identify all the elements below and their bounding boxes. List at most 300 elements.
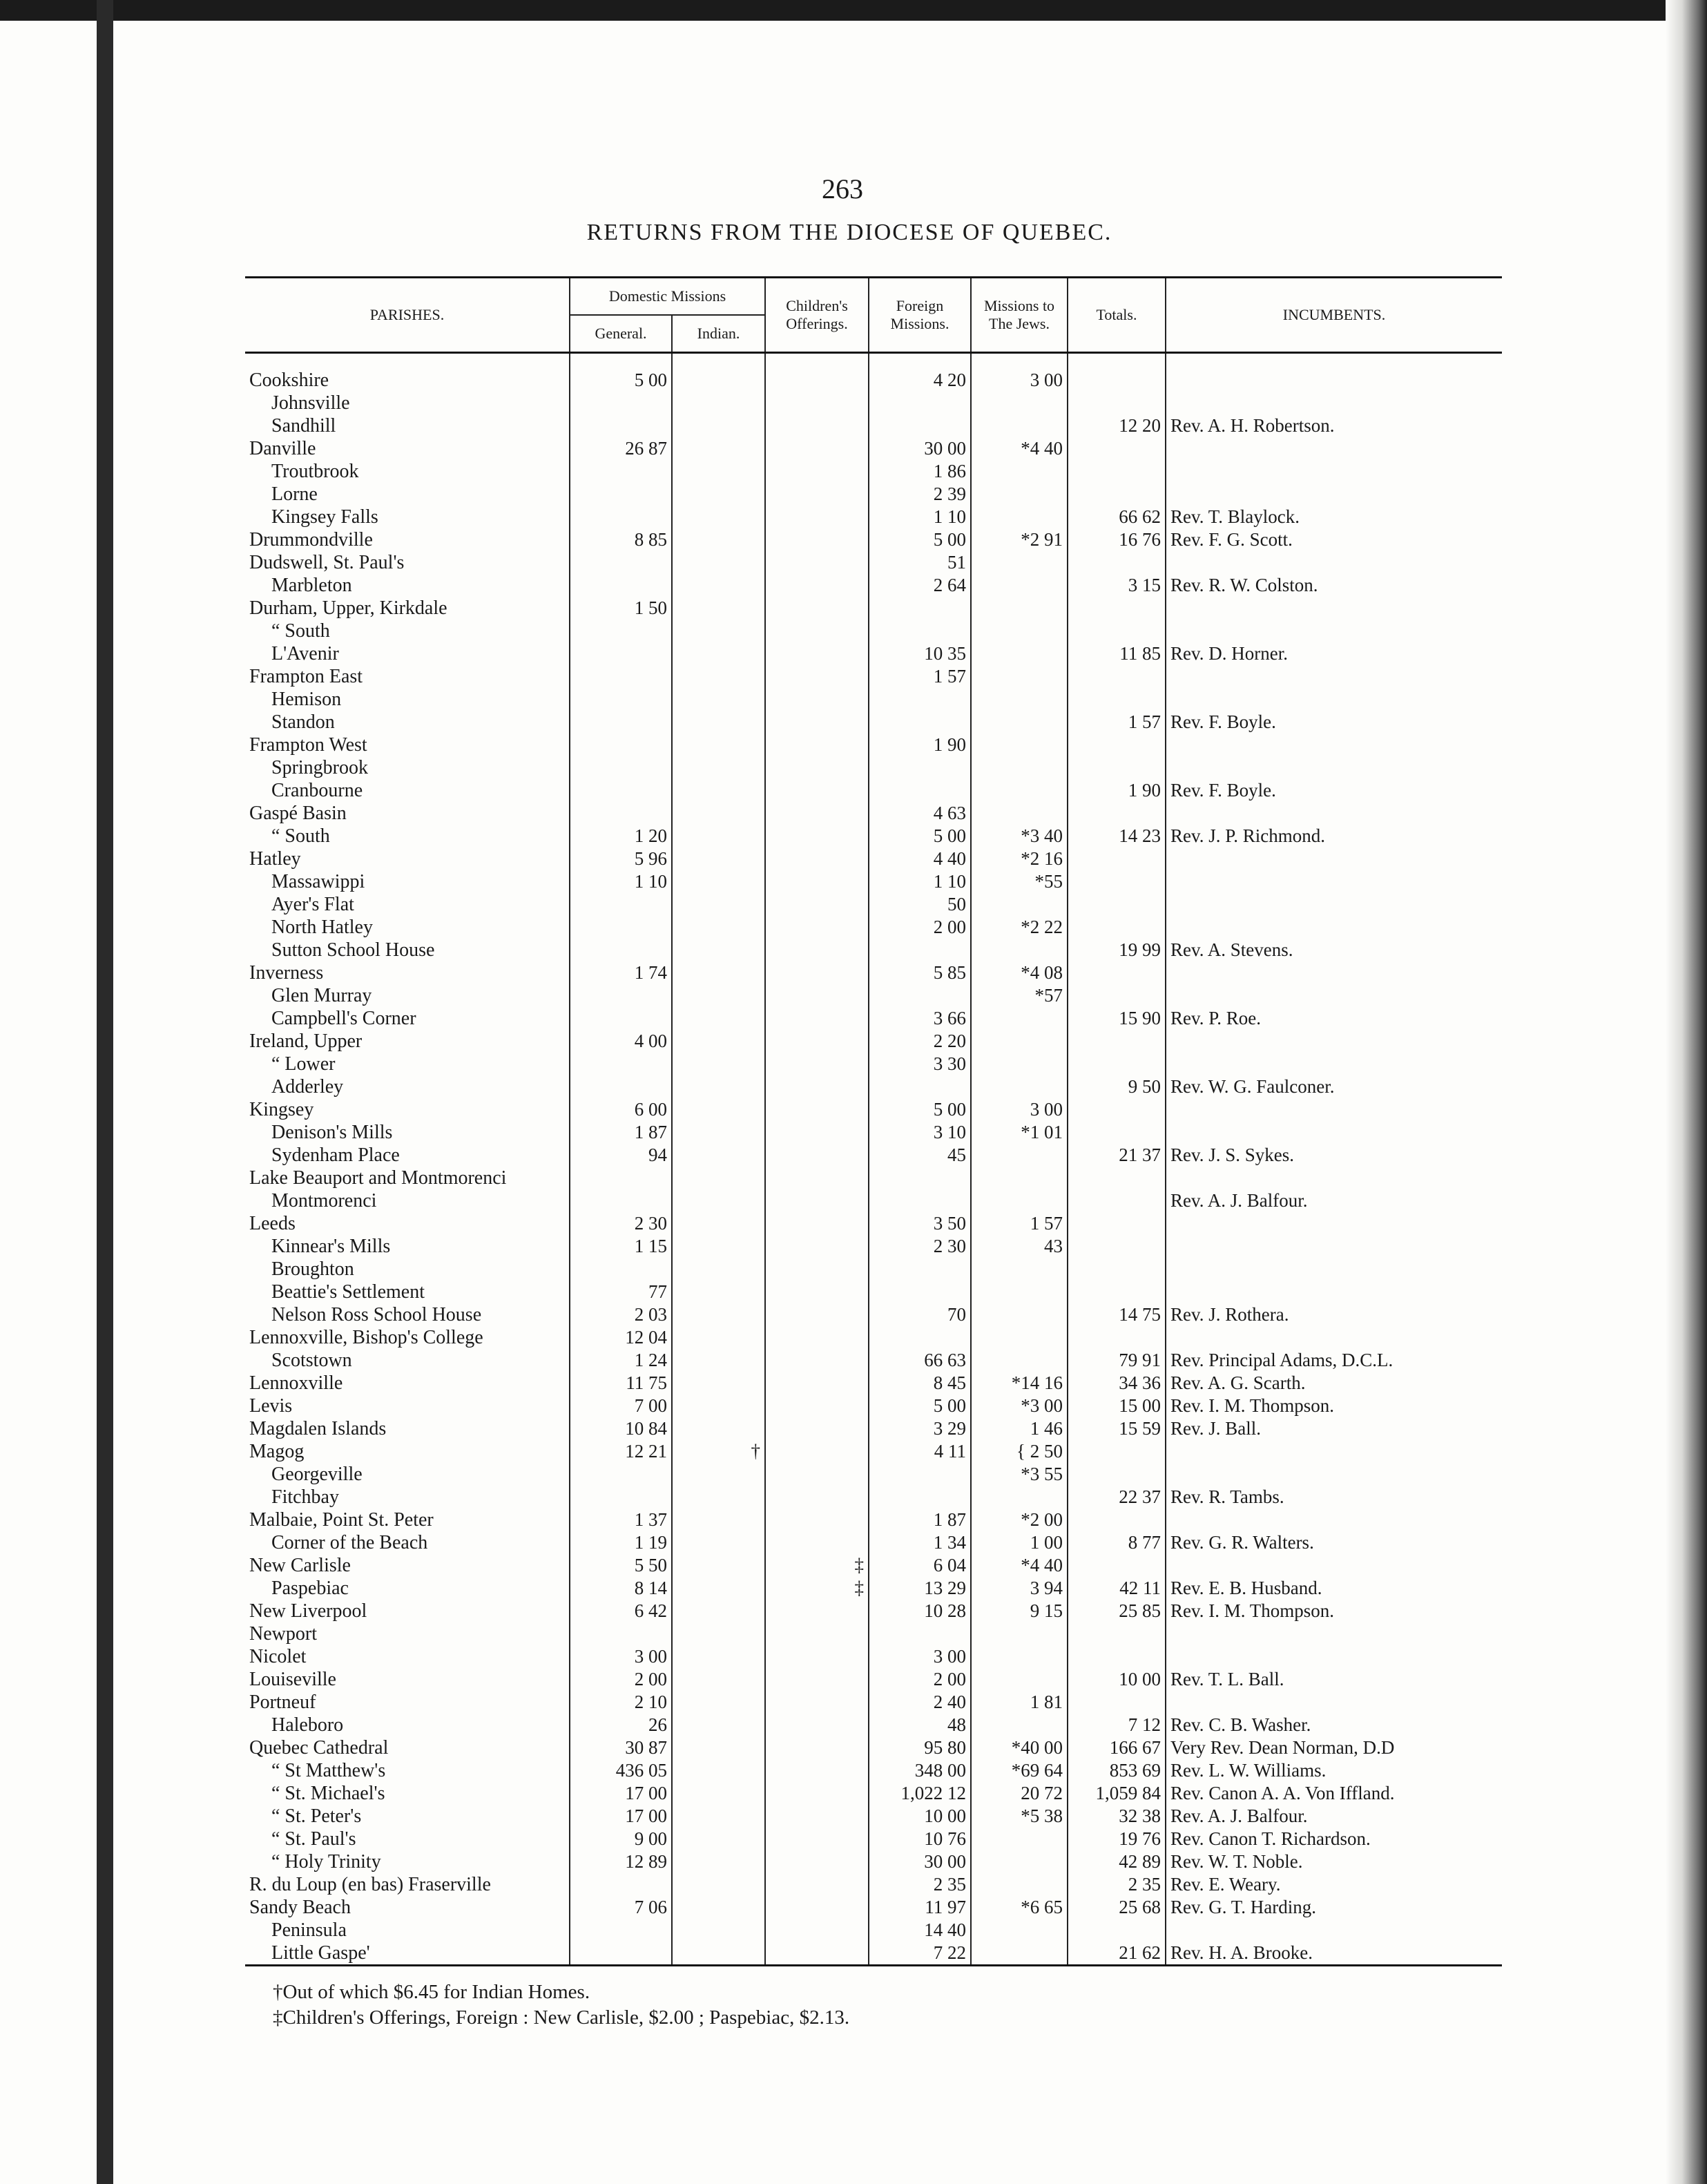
jews-value [971,1144,1068,1167]
childrens-offerings-value [765,1326,869,1349]
childrens-offerings-value [765,1349,869,1372]
incumbent-name: Rev. T. Blaylock. [1166,506,1502,528]
general-value: 12 89 [570,1850,672,1873]
indian-value: † [672,1440,765,1463]
foreign-value: 48 [869,1714,971,1736]
totals-value: 1 90 [1068,779,1166,802]
parish-name: Newport [249,1623,317,1645]
foreign-value: 3 30 [869,1053,971,1075]
incumbent-name [1166,597,1502,620]
parish-name: Louiseville [249,1669,336,1690]
totals-value [1068,437,1166,460]
foreign-value: 3 00 [869,1645,971,1668]
totals-value: 9 50 [1068,1075,1166,1098]
childrens-offerings-value [765,1463,869,1486]
indian-value [672,665,765,688]
parish-name: “ St Matthew's [271,1760,386,1781]
parish-name: “ Lower [271,1053,336,1075]
totals-value: 11 85 [1068,642,1166,665]
jews-value: *2 22 [971,916,1068,939]
indian-value [672,939,765,961]
table-row [245,1896,1502,1919]
foreign-value: 3 66 [869,1007,971,1030]
incumbent-name: Rev. R. W. Colston. [1166,574,1502,597]
incumbent-name: Rev. L. W. Williams. [1166,1759,1502,1782]
table-row [245,1463,1502,1486]
parish-name: Nelson Ross School House [271,1304,482,1325]
parish-name: Leeds [249,1213,296,1234]
table-row [245,1258,1502,1281]
foreign-value: 1,022 12 [869,1782,971,1805]
parish-name: “ St. Paul's [271,1828,356,1850]
totals-value [1068,688,1166,711]
totals-value: 79 91 [1068,1349,1166,1372]
parish-name: Levis [249,1395,293,1417]
childrens-offerings-value [765,1668,869,1691]
table-row [245,1144,1502,1167]
childrens-offerings-value [765,1212,869,1235]
foreign-value: 1 87 [869,1508,971,1531]
parish-name: Johnsville [271,392,350,414]
indian-value [672,961,765,984]
indian-value [672,597,765,620]
jews-value: *3 40 [971,825,1068,847]
jews-value [971,939,1068,961]
table-row [245,1850,1502,1873]
table-row [245,597,1502,620]
general-value [570,1919,672,1942]
totals-value: 42 89 [1068,1850,1166,1873]
table-row [245,1759,1502,1782]
table-row [245,939,1502,961]
general-value [570,642,672,665]
parish-name: “ St. Peter's [271,1805,362,1827]
jews-value: *2 16 [971,847,1068,870]
parish-name: Denison's Mills [271,1122,393,1143]
table-row [245,825,1502,847]
general-value [570,756,672,779]
totals-value [1068,460,1166,483]
incumbent-name: Rev. Canon T. Richardson. [1166,1828,1502,1850]
parish-name: “ St. Michael's [271,1783,385,1804]
general-value: 26 87 [570,437,672,460]
table-row [245,711,1502,734]
totals-value [1068,756,1166,779]
totals-value: 7 12 [1068,1714,1166,1736]
incumbent-name: Rev. D. Horner. [1166,642,1502,665]
childrens-offerings-value [765,1828,869,1850]
general-value: 2 03 [570,1303,672,1326]
table-row [245,506,1502,528]
totals-value [1068,1258,1166,1281]
parish-name: Ayer's Flat [271,894,354,915]
table-row [245,734,1502,756]
parish-name: Magog [249,1441,305,1462]
table-row [245,1235,1502,1258]
foreign-value [869,414,971,437]
incumbent-name [1166,1919,1502,1942]
totals-value [1068,1053,1166,1075]
table-row [245,392,1502,414]
table-row [245,1075,1502,1098]
parish-name: Haleboro [271,1714,344,1736]
incumbent-name: Rev. J. P. Richmond. [1166,825,1502,847]
parish-name: Marbleton [271,575,352,596]
jews-value: *57 [971,984,1068,1007]
foreign-value: 1 10 [869,506,971,528]
indian-value [672,688,765,711]
indian-value [672,711,765,734]
childrens-offerings-value [765,984,869,1007]
table-row [245,460,1502,483]
foreign-value [869,756,971,779]
childrens-offerings-value [765,1896,869,1919]
incumbent-name [1166,847,1502,870]
jews-value: 1 46 [971,1417,1068,1440]
foreign-value: 2 35 [869,1873,971,1896]
general-value: 1 10 [570,870,672,893]
jews-value: *2 00 [971,1508,1068,1531]
parish-name: “ Holy Trinity [271,1851,381,1872]
incumbent-name [1166,1440,1502,1463]
incumbent-name [1166,1554,1502,1577]
table-row [245,620,1502,642]
parish-name: North Hatley [271,917,373,938]
parish-name: Campbell's Corner [271,1008,416,1029]
indian-value [672,1395,765,1417]
table-row [245,1167,1502,1189]
table-row [245,551,1502,574]
parish-name: Inverness [249,962,324,984]
general-value: 1 50 [570,597,672,620]
indian-value [672,1007,765,1030]
foreign-value [869,1075,971,1098]
jews-value [971,1007,1068,1030]
table-row [245,1326,1502,1349]
general-value: 17 00 [570,1782,672,1805]
indian-value [672,870,765,893]
indian-value [672,642,765,665]
general-value [570,1167,672,1189]
incumbent-name [1166,1121,1502,1144]
general-value: 6 00 [570,1098,672,1121]
jews-value [971,893,1068,916]
totals-value: 15 59 [1068,1417,1166,1440]
foreign-value: 7 22 [869,1942,971,1966]
indian-value [672,1030,765,1053]
incumbent-name: Rev. J. S. Sykes. [1166,1144,1502,1167]
incumbent-name: Rev. I. M. Thompson. [1166,1600,1502,1622]
foreign-value: 3 29 [869,1417,971,1440]
jews-value: *3 00 [971,1395,1068,1417]
general-value [570,711,672,734]
foreign-value: 2 40 [869,1691,971,1714]
table-row [245,893,1502,916]
foreign-value: 3 50 [869,1212,971,1235]
table-row [245,1098,1502,1121]
foreign-value [869,779,971,802]
table-row [245,1303,1502,1326]
jews-value: 3 00 [971,1098,1068,1121]
jews-value [971,1167,1068,1189]
totals-value [1068,802,1166,825]
parish-name: Sydenham Place [271,1144,400,1166]
general-value: 5 00 [570,369,672,392]
childrens-offerings-value [765,551,869,574]
childrens-offerings-value [765,369,869,392]
indian-value [672,734,765,756]
incumbent-name [1166,756,1502,779]
jews-value [971,1349,1068,1372]
parish-name: Corner of the Beach [271,1532,428,1553]
jews-value [971,597,1068,620]
totals-value [1068,620,1166,642]
incumbent-name [1166,620,1502,642]
parish-name: Hatley [249,848,301,870]
incumbent-name: Rev. E. B. Husband. [1166,1577,1502,1600]
parish-name: Kingsey [249,1099,314,1120]
parish-name: New Carlisle [249,1555,351,1576]
childrens-offerings-value [765,1281,869,1303]
general-value: 3 00 [570,1645,672,1668]
general-value: 4 00 [570,1030,672,1053]
foreign-value: 14 40 [869,1919,971,1942]
indian-value [672,1235,765,1258]
indian-value [672,528,765,551]
childrens-offerings-value [765,939,869,961]
general-value: 26 [570,1714,672,1736]
foreign-value [869,1189,971,1212]
incumbent-name [1166,1030,1502,1053]
jews-value [971,1303,1068,1326]
childrens-offerings-value [765,1805,869,1828]
childrens-offerings-value [765,528,869,551]
parish-name: Hemison [271,689,342,710]
general-value [570,1942,672,1966]
totals-value [1068,369,1166,392]
general-value [570,392,672,414]
totals-value: 10 00 [1068,1668,1166,1691]
jews-value [971,1622,1068,1645]
col-domestic-missions: Domestic Missions [570,278,765,316]
foreign-value [869,1167,971,1189]
totals-value [1068,483,1166,506]
foreign-value: 2 00 [869,916,971,939]
parish-name: R. du Loup (en bas) Fraserville [249,1874,491,1895]
indian-value [672,1577,765,1600]
jews-value [971,734,1068,756]
jews-value: *4 08 [971,961,1068,984]
table-row [245,1554,1502,1577]
general-value: 6 42 [570,1600,672,1622]
indian-value [672,1303,765,1326]
childrens-offerings-value [765,1440,869,1463]
jews-value [971,1942,1068,1966]
incumbent-name [1166,1691,1502,1714]
childrens-offerings-value: ‡ [765,1577,869,1600]
foreign-value: 1 90 [869,734,971,756]
foreign-value [869,597,971,620]
parish-name: Montmorenci [271,1190,377,1211]
totals-value [1068,392,1166,414]
incumbent-name [1166,460,1502,483]
indian-value [672,1121,765,1144]
indian-value [672,847,765,870]
parish-name: Sandhill [271,415,336,437]
page-title: RETURNS FROM THE DIOCESE OF QUEBEC. [586,220,1112,245]
parish-name: Cookshire [249,370,329,391]
general-value [570,414,672,437]
parish-name: Cranbourne [271,780,363,801]
table-row [245,414,1502,437]
jews-value [971,414,1068,437]
scan-border-right [1666,0,1707,2184]
col-childrens-offerings: Children's Offerings. [765,278,869,353]
jews-value [971,1258,1068,1281]
general-value [570,665,672,688]
childrens-offerings-value [765,1691,869,1714]
parish-name: Glen Murray [271,985,372,1006]
indian-value [672,1714,765,1736]
table-row [245,1189,1502,1212]
indian-value [672,392,765,414]
general-value [570,1622,672,1645]
jews-value [971,620,1068,642]
incumbent-name: Rev. R. Tambs. [1166,1486,1502,1508]
table-row [245,1212,1502,1235]
foreign-value: 2 39 [869,483,971,506]
indian-value [672,756,765,779]
indian-value [672,506,765,528]
childrens-offerings-value [765,1714,869,1736]
foreign-value: 51 [869,551,971,574]
parish-name: Quebec Cathedral [249,1737,389,1759]
totals-value: 15 00 [1068,1395,1166,1417]
parish-name: Paspebiac [271,1578,349,1599]
table-row [245,1919,1502,1942]
childrens-offerings-value [765,1303,869,1326]
table-row [245,1531,1502,1554]
table-row [245,528,1502,551]
table-row [245,1508,1502,1531]
jews-value [971,1645,1068,1668]
childrens-offerings-value [765,1873,869,1896]
jews-value [971,1486,1068,1508]
incumbent-name: Very Rev. Dean Norman, D.D [1166,1736,1502,1759]
indian-value [672,1144,765,1167]
col-foreign-missions: Foreign Missions. [869,278,971,353]
incumbent-name [1166,1053,1502,1075]
indian-value [672,1508,765,1531]
foreign-value [869,1486,971,1508]
indian-value [672,1189,765,1212]
foreign-value [869,1326,971,1349]
indian-value [672,620,765,642]
totals-value: 1,059 84 [1068,1782,1166,1805]
childrens-offerings-value [765,847,869,870]
incumbent-name [1166,392,1502,414]
parish-name: Portneuf [249,1692,316,1713]
table-row [245,369,1502,392]
indian-value [672,369,765,392]
indian-value [672,1281,765,1303]
jews-value: 3 94 [971,1577,1068,1600]
jews-value: *40 00 [971,1736,1068,1759]
incumbent-name [1166,1098,1502,1121]
indian-value [672,1212,765,1235]
parish-name: L'Avenir [271,643,339,664]
indian-value [672,893,765,916]
childrens-offerings-value [765,1144,869,1167]
childrens-offerings-value: ‡ [765,1554,869,1577]
general-value [570,1189,672,1212]
indian-value [672,1759,765,1782]
parish-name: Little Gaspe' [271,1942,370,1964]
childrens-offerings-value [765,870,869,893]
foreign-value: 1 86 [869,460,971,483]
totals-value: 15 90 [1068,1007,1166,1030]
general-value [570,460,672,483]
indian-value [672,1486,765,1508]
indian-value [672,984,765,1007]
jews-value [971,1668,1068,1691]
footnote-childrens-offerings: ‡Children's Offerings, Foreign : New Carlisle, $2.00 ; Paspebiac, $2.13. [273,2006,850,2029]
totals-value: 25 68 [1068,1896,1166,1919]
table-header [245,278,1502,353]
parish-name: Lake Beauport and Montmorenci [249,1167,507,1189]
foreign-value: 1 10 [869,870,971,893]
indian-value [672,1736,765,1759]
col-incumbents: INCUMBENTS. [1166,278,1502,353]
general-value: 9 00 [570,1828,672,1850]
jews-value [971,1053,1068,1075]
table-row [245,1007,1502,1030]
general-value [570,802,672,825]
foreign-value: 5 00 [869,825,971,847]
general-value: 10 84 [570,1417,672,1440]
childrens-offerings-value [765,1098,869,1121]
indian-value [672,1326,765,1349]
indian-value [672,825,765,847]
table-row [245,1942,1502,1966]
childrens-offerings-value [765,1531,869,1554]
jews-value [971,1075,1068,1098]
jews-value [971,1873,1068,1896]
general-value: 7 00 [570,1395,672,1417]
totals-value [1068,893,1166,916]
general-value [570,1075,672,1098]
childrens-offerings-value [765,1645,869,1668]
incumbent-name: Rev. E. Weary. [1166,1873,1502,1896]
totals-value: 34 36 [1068,1372,1166,1395]
parish-name: Troutbrook [271,461,359,482]
foreign-value [869,939,971,961]
incumbent-name [1166,1508,1502,1531]
general-value: 1 87 [570,1121,672,1144]
incumbent-name: Rev. A. J. Balfour. [1166,1189,1502,1212]
indian-value [672,1919,765,1942]
foreign-value: 2 00 [869,1668,971,1691]
incumbent-name [1166,961,1502,984]
table-row [245,1030,1502,1053]
parish-name: Kinnear's Mills [271,1236,391,1257]
table-row [245,916,1502,939]
indian-value [672,1463,765,1486]
incumbent-name [1166,369,1502,392]
childrens-offerings-value [765,893,869,916]
indian-value [672,437,765,460]
general-value [570,939,672,961]
